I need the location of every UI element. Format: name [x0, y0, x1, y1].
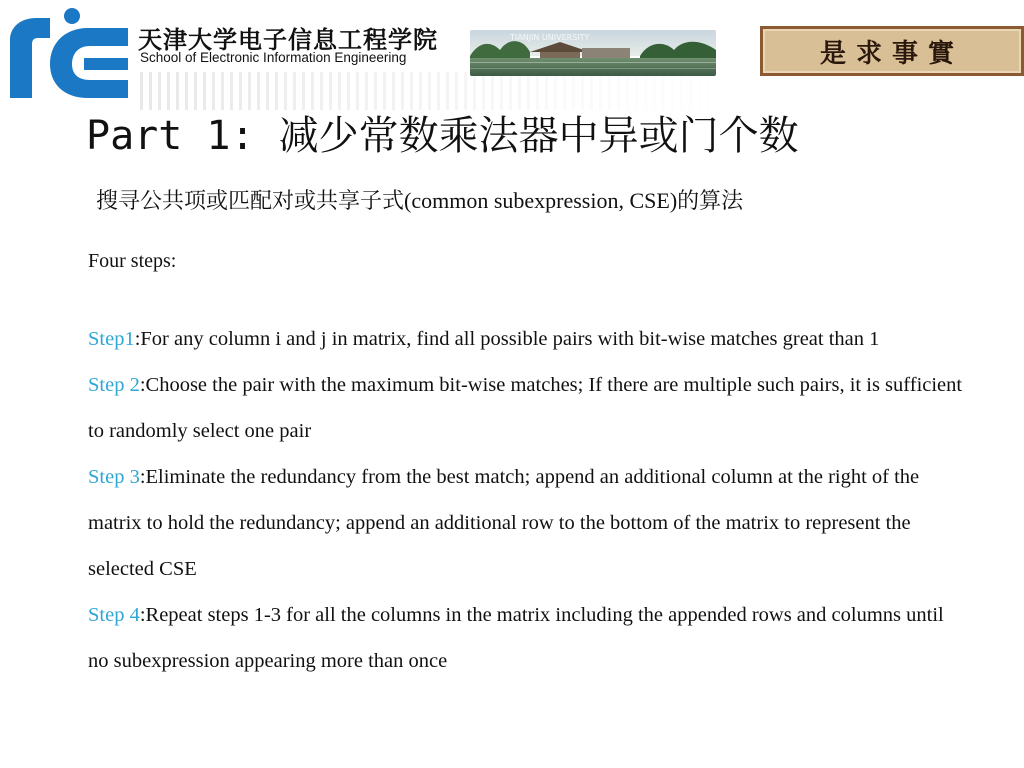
step-1-text: :For any column i and j in matrix, find all possible pairs with bit-wise matches great than 1	[134, 328, 880, 350]
slide-subtitle: 搜寻公共项或匹配对或共享子式(common subexpression, CSE)的算法	[96, 188, 744, 213]
school-name-chinese: 天津大学电子信息工程学院	[138, 26, 438, 54]
school-name-english: School of Electronic Information Engineering	[140, 50, 407, 65]
slide-header	[0, 0, 1024, 110]
slide-title: Part 1: 减少常数乘法器中异或门个数	[86, 113, 799, 159]
motto-plaque	[760, 26, 1024, 76]
campus-photo	[470, 30, 716, 76]
steps-list	[88, 316, 968, 684]
motto-text: 是求事實	[819, 38, 964, 69]
step-2-label: Step 2	[88, 374, 140, 396]
decorative-stripes	[140, 72, 740, 110]
step-4	[88, 592, 968, 684]
school-logo	[6, 4, 130, 100]
step-1	[88, 316, 968, 362]
step-3-text: :Eliminate the redundancy from the best match; append an additional column at the right of the matrix to hold the redundancy; append an additional row to the bottom of the matrix to represent the selected CSE	[88, 466, 920, 580]
step-3-label: Step 3	[88, 466, 140, 488]
photo-caption: TIANJIN UNIVERSITY	[510, 33, 590, 42]
step-4-text: :Repeat steps 1-3 for all the columns in the matrix including the appended rows and columns until no subexpression appearing more than once	[88, 604, 944, 672]
step-3	[88, 454, 968, 592]
step-1-label: Step1	[88, 328, 135, 350]
step-2	[88, 362, 968, 454]
step-4-label: Step 4	[88, 604, 140, 626]
step-2-text: :Choose the pair with the maximum bit-wise matches; If there are multiple such pairs, it is sufficient to randomly select one pair	[88, 374, 963, 442]
steps-intro: Four steps:	[88, 250, 177, 272]
